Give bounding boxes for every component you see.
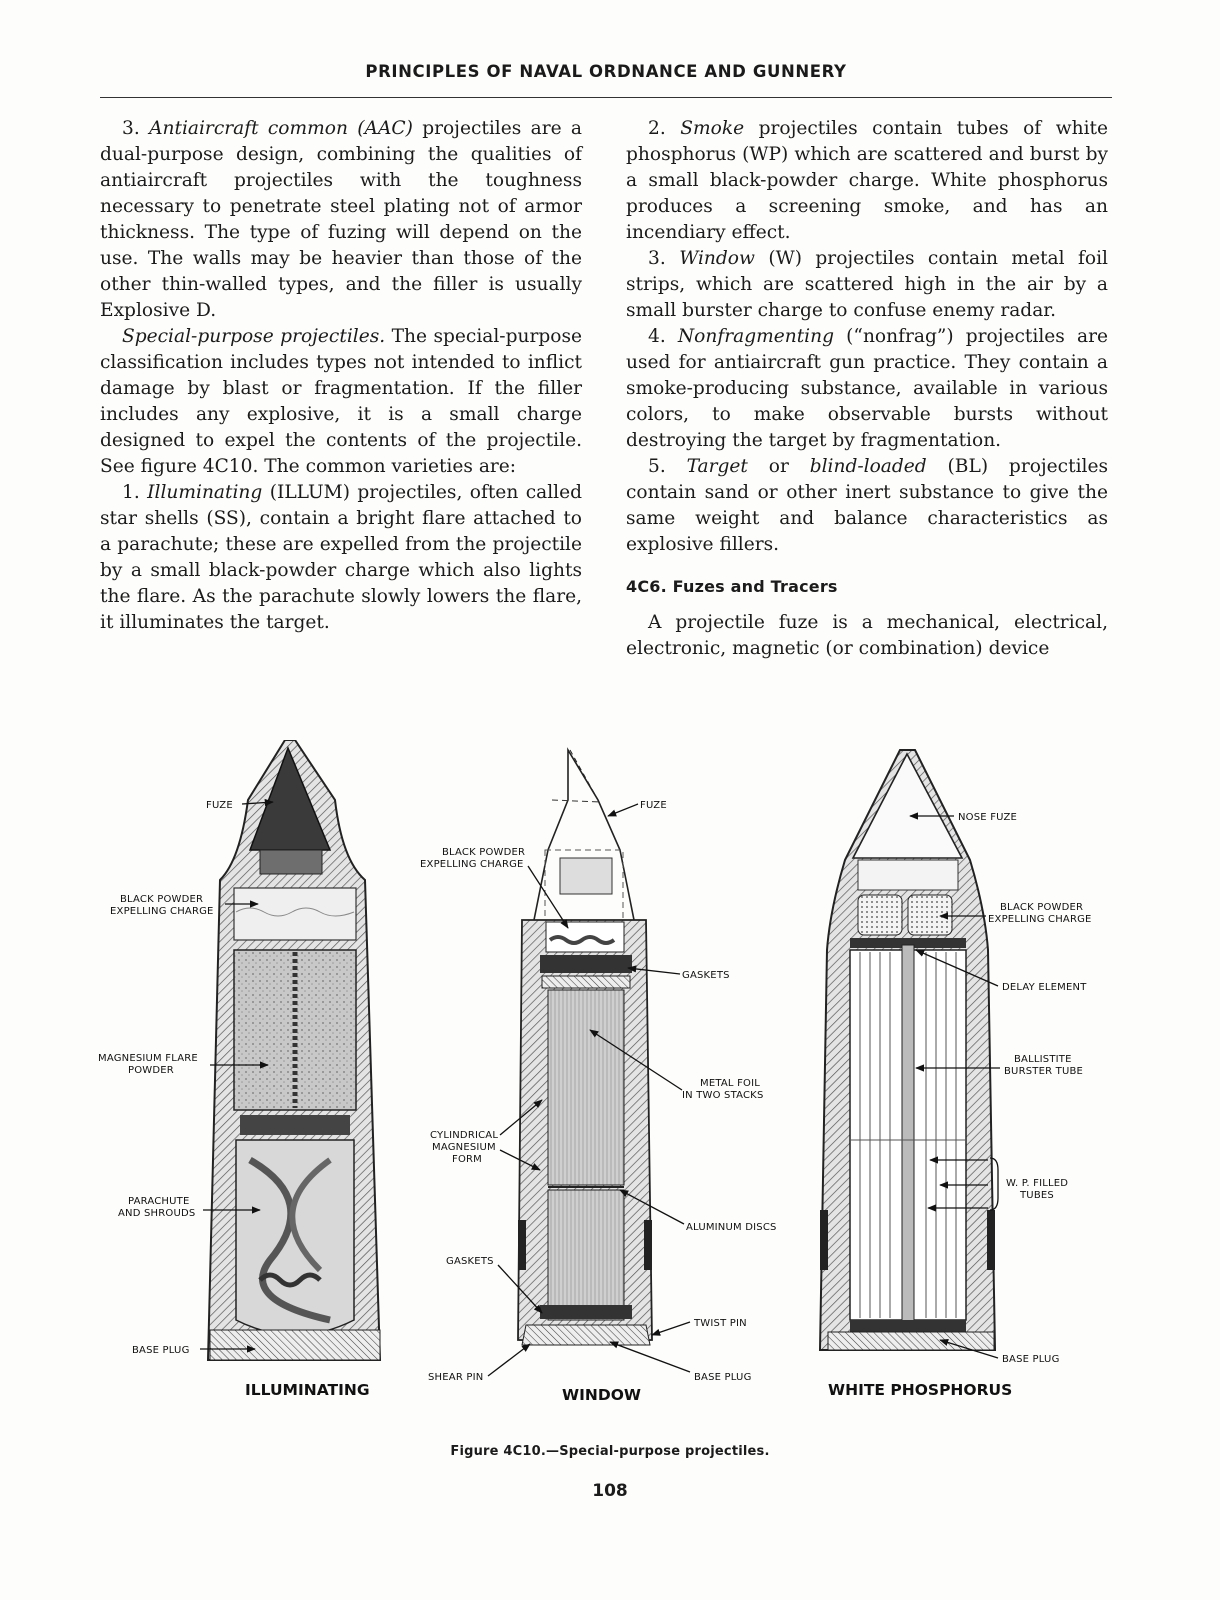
figure-caption: Figure 4C10.—Special-purpose projectiles.	[450, 1444, 770, 1459]
label-window-form-1: CYLINDRICAL	[430, 1130, 499, 1141]
paragraph-fuze: A projectile fuze is a mechanical, electrical, electronic, magnetic (or combination) device	[626, 612, 1108, 659]
title-window: WINDOW	[562, 1386, 641, 1404]
label-window-fuze: FUZE	[640, 800, 667, 811]
figure-4c10	[90, 740, 1130, 1430]
paragraph-aac: 3. Antiaircraft common (AAC) projectiles are a dual-purpose design, combining the qualities of antiaircraft projectiles with the toughness necessary to penetrate steel plating not of armor thickness. The type of fuzing will depend on the use. The walls may be heavier than those of the other thin-walled types, and the filler is usually Explosive D.	[100, 118, 582, 321]
label-window-form-3: FORM	[452, 1154, 482, 1165]
paragraph-smoke: 2. Smoke projectiles contain tubes of white phosphorus (WP) which are scattered and burst by a small black-powder charge. White phosphorus produces a screening smoke, and has an incendiary effect.	[626, 118, 1109, 243]
label-illum-flare-2: POWDER	[128, 1065, 174, 1076]
label-illum-chute-2: AND SHROUDS	[118, 1208, 196, 1219]
label-window-form-2: MAGNESIUM	[432, 1142, 496, 1153]
paragraph-target: 5. Target or blind-loaded (BL) projectiles contain sand or other inert substance to give the same weight and balance characteristics as explosive fillers.	[626, 456, 1109, 555]
label-window-shear: SHEAR PIN	[428, 1372, 484, 1383]
section-heading: 4C6. Fuzes and Tracers	[626, 577, 838, 596]
label-wp-nose: NOSE FUZE	[958, 812, 1018, 823]
label-illum-chute-1: PARACHUTE	[128, 1196, 190, 1207]
right-column	[626, 116, 1108, 662]
label-illum-fuze: FUZE	[206, 800, 233, 811]
page-number: 108	[592, 1481, 628, 1501]
label-illum-charge-1: BLACK POWDER	[120, 894, 204, 905]
label-wp-tube-2: BURSTER TUBE	[1004, 1066, 1084, 1077]
title-white-phosphorus: WHITE PHOSPHORUS	[828, 1381, 1013, 1399]
label-illum-flare-1: MAGNESIUM FLARE	[98, 1053, 198, 1064]
label-window-gaskets-bottom: GASKETS	[446, 1256, 494, 1267]
paragraph-illuminating: 1. Illuminating (ILLUM) projectiles, often called star shells (SS), contain a bright flare attached to a parachute; these are expelled from the projectile by a small black-powder charge which also lights the flare. As the parachute slowly lowers the flare, it illuminates the target.	[100, 482, 582, 633]
paragraph-nonfrag: 4. Nonfragmenting (“nonfrag”) projectiles are used for antiaircraft gun practice. They contain a smoke-producing substance, available in various colors, to make observable bursts without destroying the target by fragmentation.	[626, 326, 1108, 451]
paragraph-special-purpose: Special-purpose projectiles. The special-purpose classification includes types not intended to inflict damage by blast or fragmentation. If the filler includes any explosive, it is a small charge designed to expel the contents of the projectile. See figure 4C10. The common varieties are:	[100, 326, 582, 477]
left-column	[100, 116, 582, 636]
white-phosphorus-projectile-drawing	[820, 750, 995, 1350]
label-window-twist: TWIST PIN	[694, 1318, 747, 1329]
label-wp-base: BASE PLUG	[1002, 1354, 1060, 1365]
label-wp-tubes-2: TUBES	[1020, 1190, 1054, 1201]
title-illuminating: ILLUMINATING	[245, 1381, 370, 1399]
label-window-charge-1: BLACK POWDER	[442, 847, 526, 858]
window-projectile-drawing	[518, 750, 652, 1345]
label-illum-charge-2: EXPELLING CHARGE	[110, 906, 214, 917]
label-wp-delay: DELAY ELEMENT	[1002, 982, 1087, 993]
label-window-foil-2: IN TWO STACKS	[682, 1090, 764, 1101]
running-header: PRINCIPLES OF NAVAL ORDNANCE AND GUNNERY	[365, 62, 847, 81]
label-window-discs: ALUMINUM DISCS	[686, 1222, 777, 1233]
header-rule	[100, 97, 1112, 98]
paragraph-window: 3. Window (W) projectiles contain metal foil strips, which are scattered high in the air by a small burster charge to confuse enemy radar.	[626, 248, 1108, 321]
label-illum-base: BASE PLUG	[132, 1345, 190, 1356]
illuminating-projectile-drawing	[208, 740, 380, 1360]
label-wp-charge-1: BLACK POWDER	[1000, 902, 1084, 913]
label-wp-tube-1: BALLISTITE	[1014, 1054, 1072, 1065]
label-window-foil-1: METAL FOIL	[700, 1078, 761, 1089]
label-wp-charge-2: EXPELLING CHARGE	[988, 914, 1092, 925]
label-wp-tubes-1: W. P. FILLED	[1006, 1178, 1069, 1189]
label-window-gaskets-top: GASKETS	[682, 970, 730, 981]
label-window-charge-2: EXPELLING CHARGE	[420, 859, 524, 870]
label-window-base: BASE PLUG	[694, 1372, 752, 1383]
